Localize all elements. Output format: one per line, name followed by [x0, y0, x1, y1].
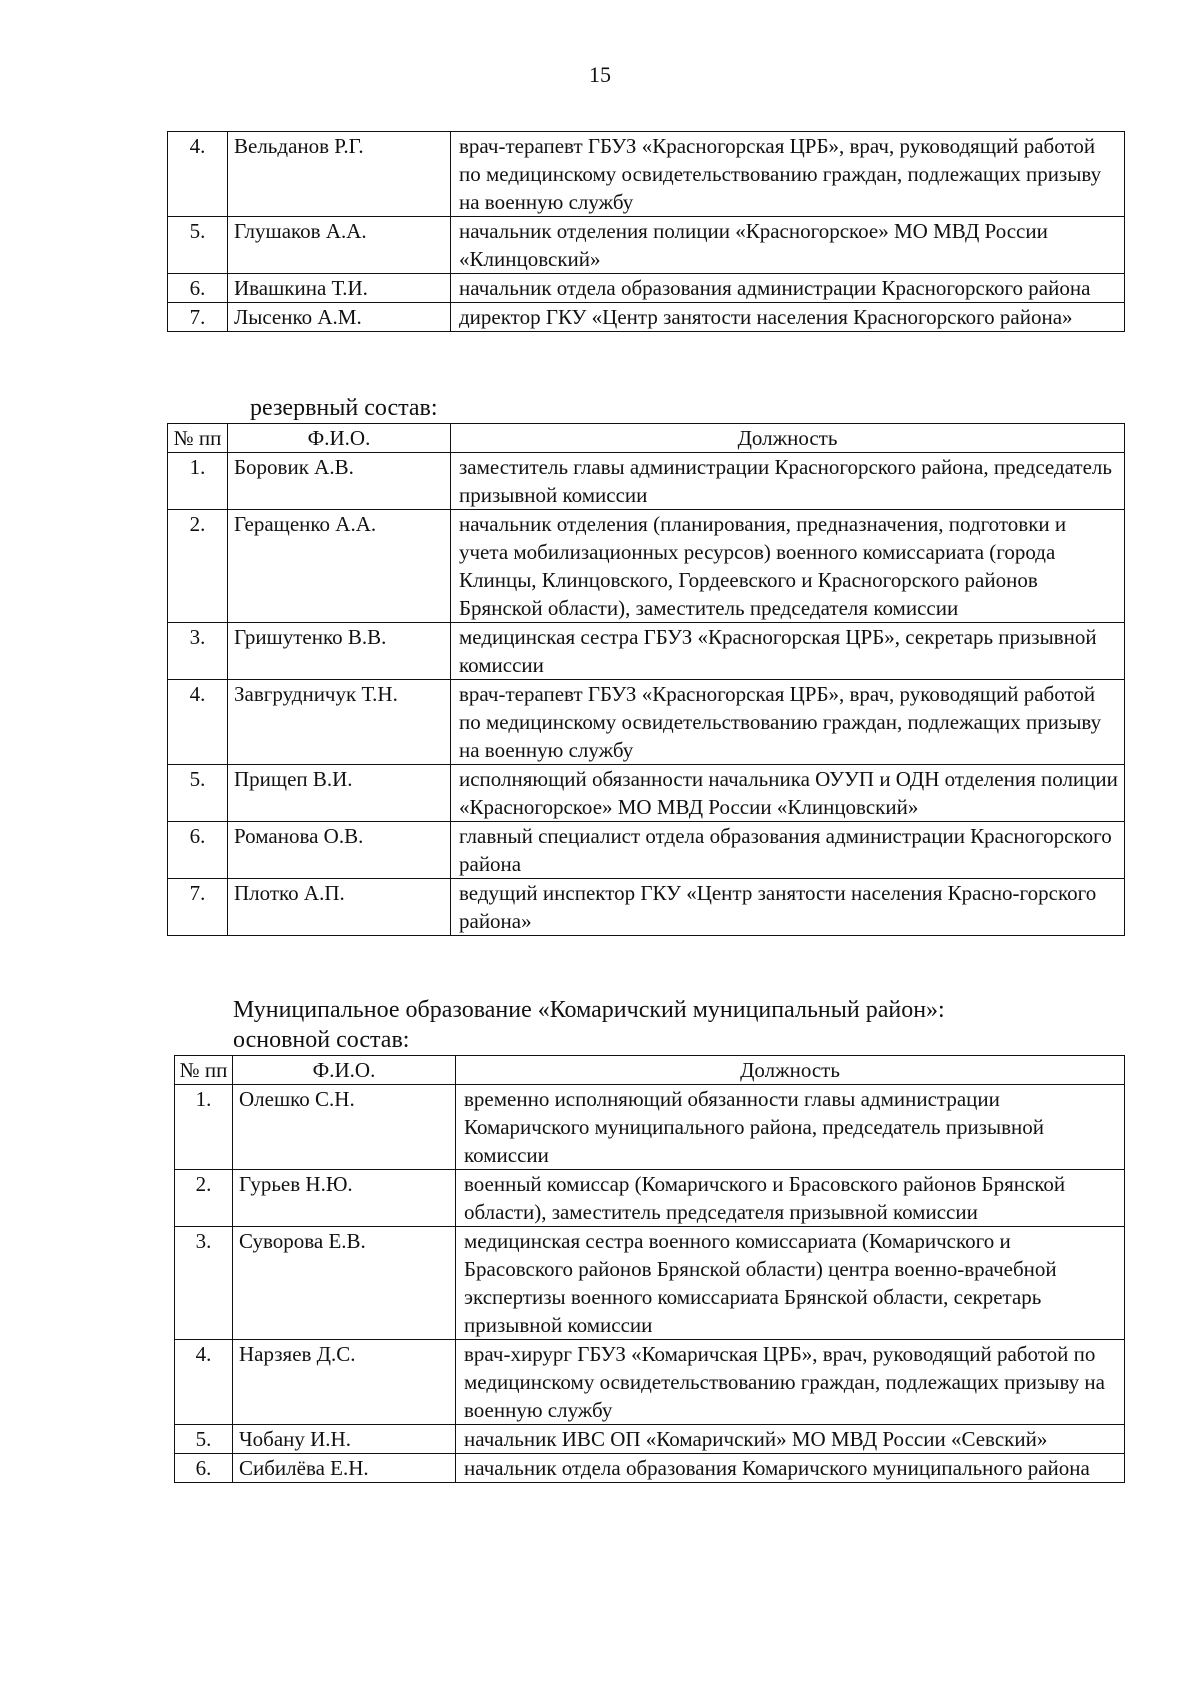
- table-row: [168, 217, 1125, 274]
- member-position: ведущий инспектор ГКУ «Центр занятости населения Красно-горского района»: [451, 879, 1125, 936]
- header-name: Ф.И.О.: [233, 1056, 456, 1085]
- komarichsky-members-table: [174, 1055, 1125, 1483]
- member-position: врач-терапевт ГБУЗ «Красногорская ЦРБ», врач, руководящий работой по медицинскому освидетельствованию граждан, подлежащих призыву на военную службу: [451, 680, 1125, 765]
- member-position: начальник ИВС ОП «Комаричский» МО МВД России «Севский»: [456, 1425, 1125, 1454]
- municipality-heading: Муниципальное образование «Комаричский муниципальный район»:: [233, 997, 945, 1023]
- member-name: Боровик А.В.: [228, 453, 451, 510]
- header-position: Должность: [456, 1056, 1125, 1085]
- member-name: Завгрудничук Т.Н.: [228, 680, 451, 765]
- member-name: Сибилёва Е.Н.: [233, 1454, 456, 1483]
- member-name: Вельданов Р.Г.: [228, 132, 451, 217]
- table-row: [175, 1425, 1125, 1454]
- row-number: 4.: [175, 1340, 233, 1425]
- member-name: Олешко С.Н.: [233, 1085, 456, 1170]
- row-number: 6.: [168, 274, 228, 303]
- member-position: медицинская сестра военного комиссариата (Комаричского и Брасовского районов Брянской области) центра военно-врачебной экспертизы военного комиссариата Брянской области, секретарь призывной комиссии: [456, 1227, 1125, 1340]
- table-row: [168, 303, 1125, 332]
- row-number: 2.: [168, 510, 228, 623]
- member-position: временно исполняющий обязанности главы администрации Комаричского муниципального района, председатель призывной комиссии: [456, 1085, 1125, 1170]
- member-position: медицинская сестра ГБУЗ «Красногорская ЦРБ», секретарь призывной комиссии: [451, 623, 1125, 680]
- table-row: [168, 879, 1125, 936]
- member-position: начальник отдела образования администрации Красногорского района: [451, 274, 1125, 303]
- member-name: Гришутенко В.В.: [228, 623, 451, 680]
- member-position: военный комиссар (Комаричского и Брасовского районов Брянской области), заместитель председателя призывной комиссии: [456, 1170, 1125, 1227]
- reserve-heading: резервный состав:: [250, 395, 438, 421]
- table-row: [168, 510, 1125, 623]
- member-name: Плотко А.П.: [228, 879, 451, 936]
- member-name: Суворова Е.В.: [233, 1227, 456, 1340]
- table-row: [168, 274, 1125, 303]
- member-position: врач-терапевт ГБУЗ «Красногорская ЦРБ», врач, руководящий работой по медицинскому освидетельствованию граждан, подлежащих призыву на военную службу: [451, 132, 1125, 217]
- row-number: 7.: [168, 879, 228, 936]
- header-number: № пп: [175, 1056, 233, 1085]
- table-row: [168, 453, 1125, 510]
- header-number: № пп: [168, 424, 228, 453]
- table-row: [175, 1085, 1125, 1170]
- member-position: главный специалист отдела образования администрации Красногорского района: [451, 822, 1125, 879]
- member-name: Чобану И.Н.: [233, 1425, 456, 1454]
- row-number: 7.: [168, 303, 228, 332]
- table-row: [168, 132, 1125, 217]
- member-name: Нарзяев Д.С.: [233, 1340, 456, 1425]
- member-name: Ивашкина Т.И.: [228, 274, 451, 303]
- member-name: Глушаков А.А.: [228, 217, 451, 274]
- row-number: 3.: [175, 1227, 233, 1340]
- member-position: исполняющий обязанности начальника ОУУП и ОДН отделения полиции «Красногорское» МО МВД России «Клинцовский»: [451, 765, 1125, 822]
- member-name: Романова О.В.: [228, 822, 451, 879]
- row-number: 4.: [168, 680, 228, 765]
- header-name: Ф.И.О.: [228, 424, 451, 453]
- member-position: врач-хирург ГБУЗ «Комаричская ЦРБ», врач, руководящий работой по медицинскому освидетельствованию граждан, подлежащих призыву на военную службу: [456, 1340, 1125, 1425]
- member-name: Геращенко А.А.: [228, 510, 451, 623]
- row-number: 3.: [168, 623, 228, 680]
- table-row: [168, 765, 1125, 822]
- table-row: [168, 822, 1125, 879]
- row-number: 5.: [168, 217, 228, 274]
- table-row: [175, 1170, 1125, 1227]
- table-row: [168, 680, 1125, 765]
- row-number: 5.: [168, 765, 228, 822]
- member-name: Прищеп В.И.: [228, 765, 451, 822]
- row-number: 5.: [175, 1425, 233, 1454]
- member-position: начальник отделения (планирования, предназначения, подготовки и учета мобилизационных ресурсов) военного комиссариата (города Клинцы, Клинцовского, Гордеевского и Красногорского районов Брянской области), заместитель председателя комиссии: [451, 510, 1125, 623]
- member-position: заместитель главы администрации Красногорского района, председатель призывной комиссии: [451, 453, 1125, 510]
- table-row: [175, 1454, 1125, 1483]
- row-number: 4.: [168, 132, 228, 217]
- member-name: Гурьев Н.Ю.: [233, 1170, 456, 1227]
- row-number: 1.: [175, 1085, 233, 1170]
- main-composition-heading: основной состав:: [233, 1027, 410, 1053]
- table-row: [168, 623, 1125, 680]
- table-header-row: [168, 424, 1125, 453]
- reserve-members-table: [167, 423, 1125, 936]
- member-name: Лысенко А.М.: [228, 303, 451, 332]
- table-header-row: [175, 1056, 1125, 1085]
- row-number: 1.: [168, 453, 228, 510]
- page-number: 15: [589, 62, 611, 87]
- table-row: [175, 1340, 1125, 1425]
- row-number: 6.: [168, 822, 228, 879]
- table-row: [175, 1227, 1125, 1340]
- member-position: начальник отдела образования Комаричского муниципального района: [456, 1454, 1125, 1483]
- row-number: 2.: [175, 1170, 233, 1227]
- member-position: директор ГКУ «Центр занятости населения Красногорского района»: [451, 303, 1125, 332]
- member-position: начальник отделения полиции «Красногорское» МО МВД России «Клинцовский»: [451, 217, 1125, 274]
- members-table-continued: [167, 131, 1125, 332]
- row-number: 6.: [175, 1454, 233, 1483]
- header-position: Должность: [451, 424, 1125, 453]
